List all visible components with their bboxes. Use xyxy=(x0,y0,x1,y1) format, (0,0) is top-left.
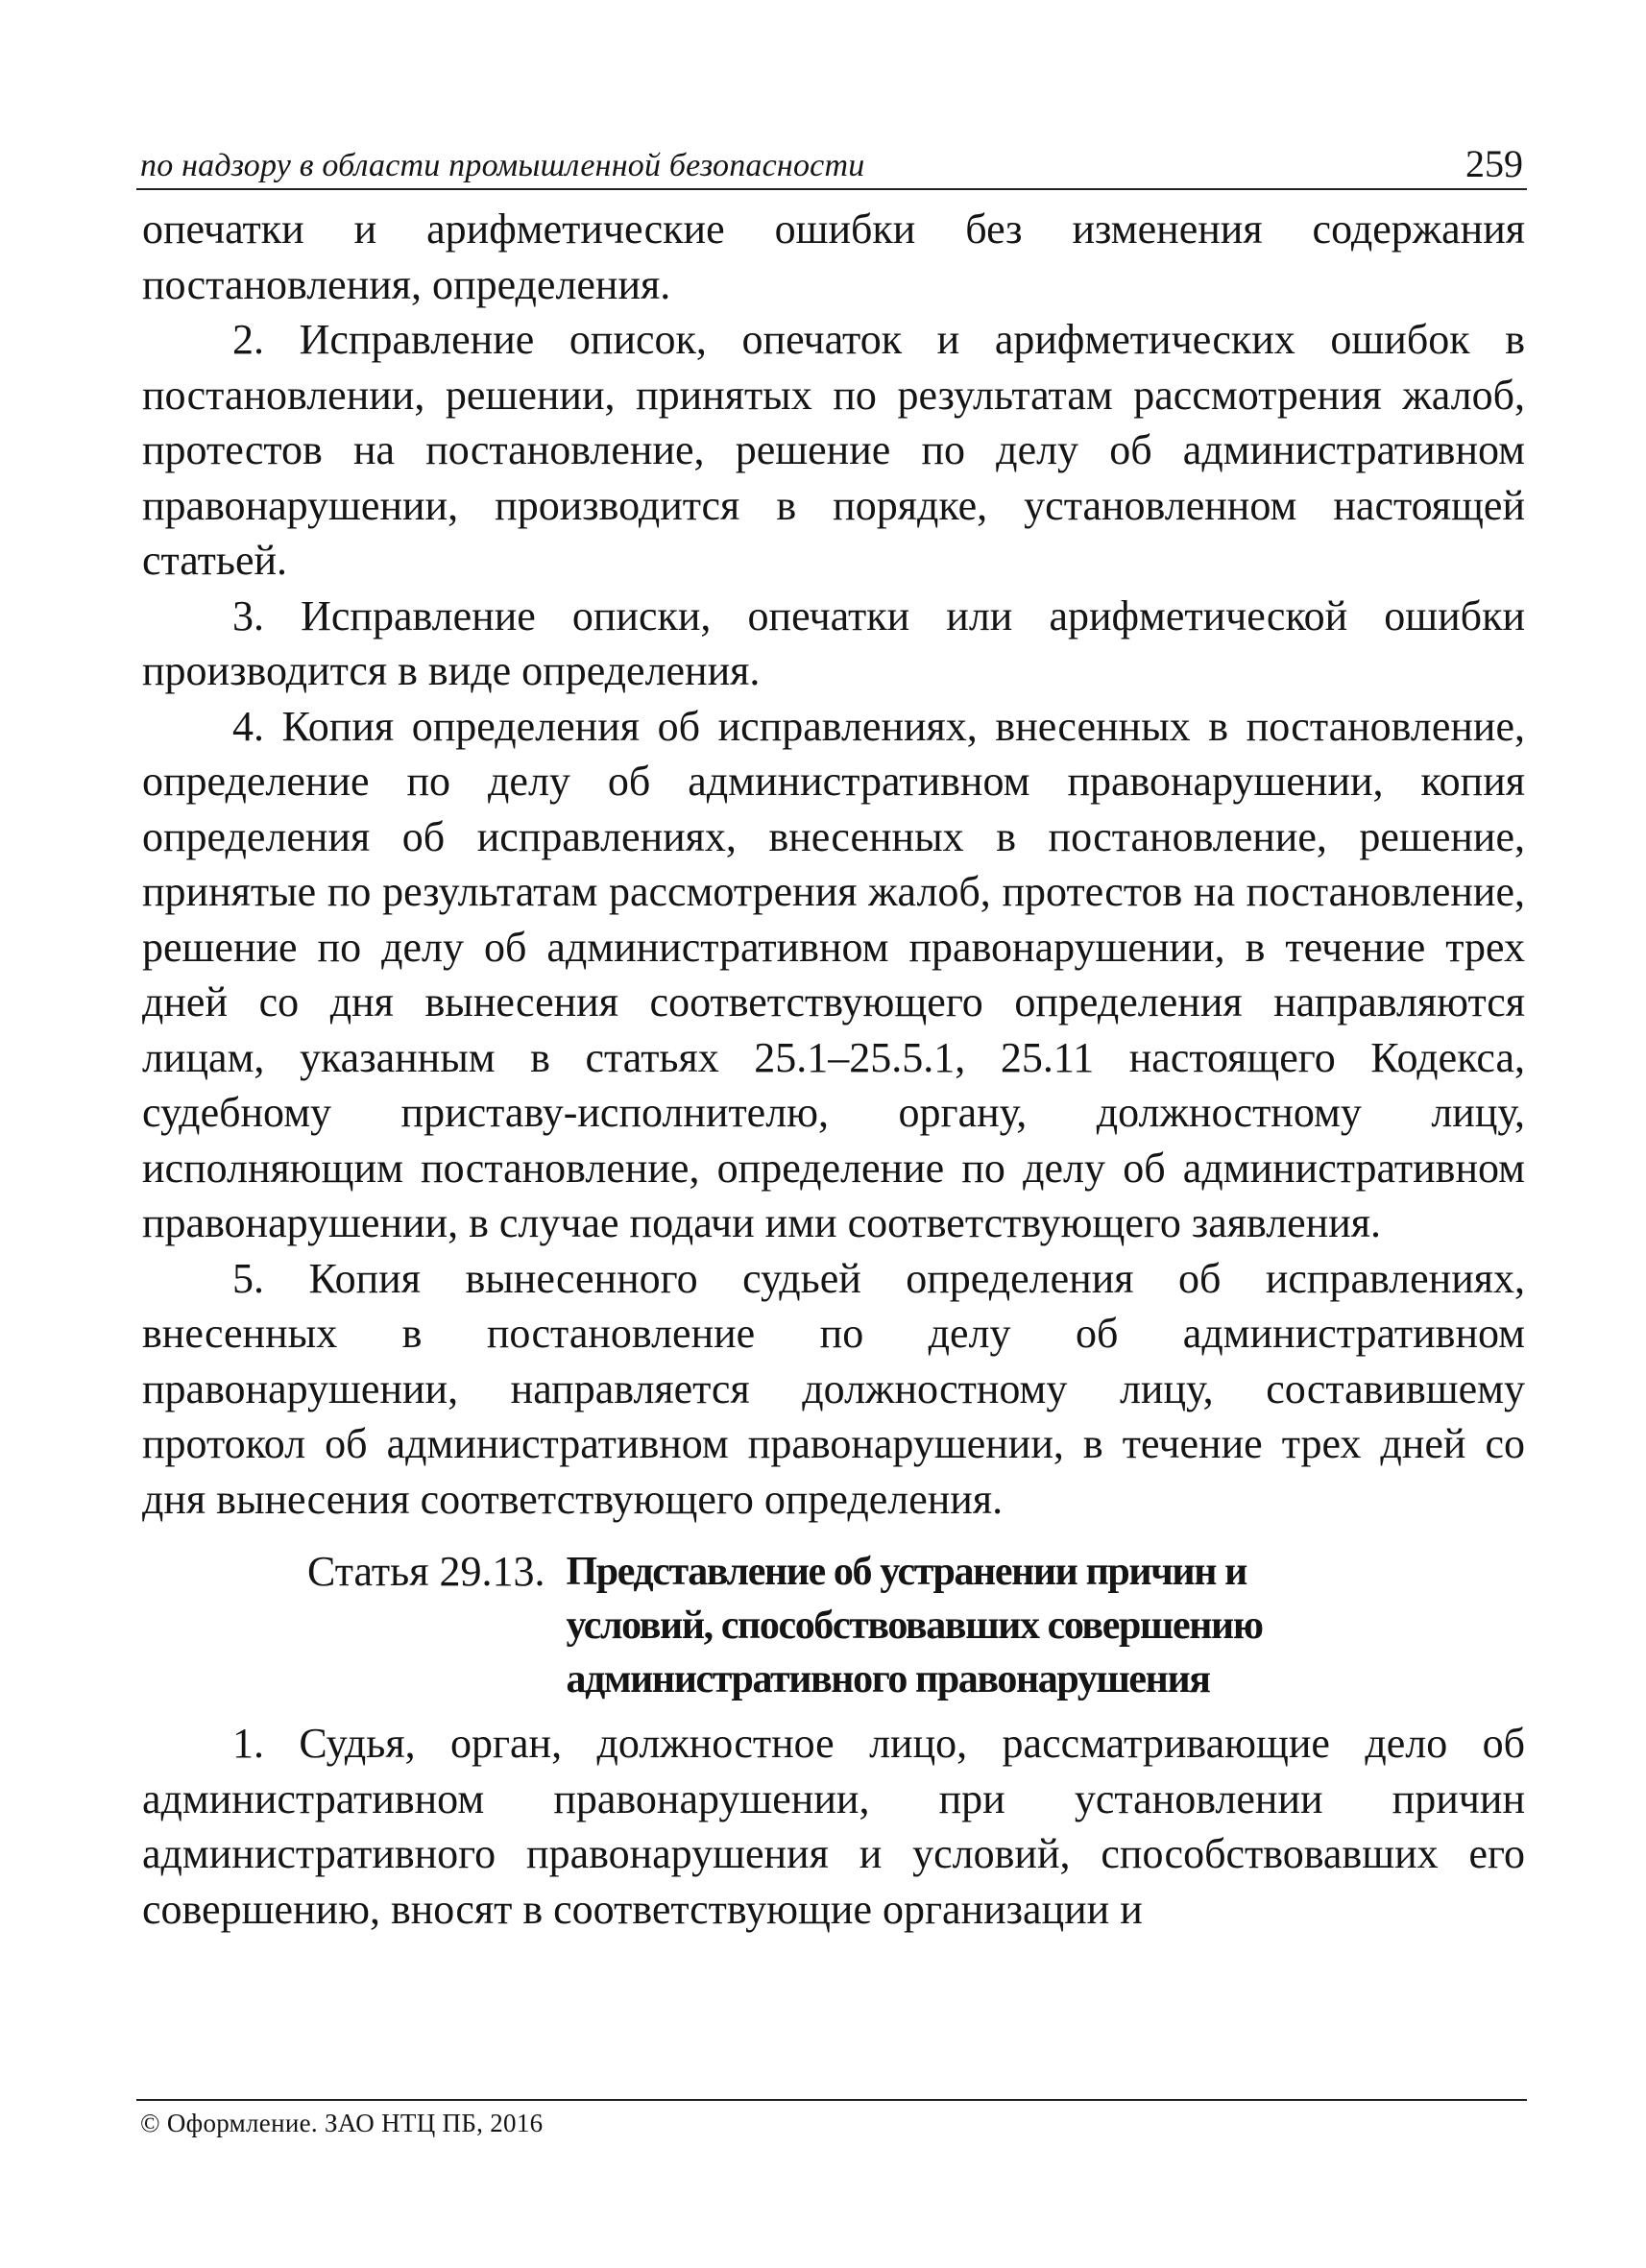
footer-copyright: © Оформление. ЗАО НТЦ ПБ, 2016 xyxy=(140,2109,544,2137)
paragraph-2: 2. Исправление описок, опечаток и арифметических ошибок в постановлении, решении, принятых по результатам рассмотрения жалоб, протестов на постановление, решение по делу об административном правонарушении, производится в порядке, установленном настоящей статьей. xyxy=(142,316,1525,584)
running-head xyxy=(136,144,1527,190)
footer-divider xyxy=(136,2099,1527,2101)
main-text xyxy=(142,202,1525,1937)
paragraph-4: 4. Копия определения об исправлениях, внесенных в постановление, определение по делу об административном правонарушении, копия определения об исправлениях, внесенных в постановление, решение, принятые по результатам рассмотрения жалоб, протестов на постановление, решение по делу об административном правонарушении, в течение трех дней со дня вынесения соответствующего определения направляются лицам, указанным в статьях 25.1–25.5.1, 25.11 настоящего Кодекса, судебному приставу-исполнителю, органу, должностному лицу, исполняющим постановление, определение по делу об административном правонарушении, в случае подачи ими соответствующего заявления. xyxy=(142,702,1525,1246)
article-heading xyxy=(142,1544,1525,1706)
article-paragraph-1: 1. Судья, орган, должностное лицо, рассматривающие дело об административном правонарушении, при установлении причин административного правонарушения и условий, способствовавших его совершению, вносят в соответствующие организации и xyxy=(142,1720,1525,1933)
running-head-title: по надзору в области промышленной безопасности xyxy=(140,148,865,183)
article-number: Статья 29.13. xyxy=(307,1548,545,1595)
paragraph-3: 3. Исправление описки, опечатки или арифметической ошибки производится в виде определения. xyxy=(142,591,1525,694)
paragraph-continuation: опечатки и арифметические ошибки без изменения содержания постановления, определения. xyxy=(142,205,1525,308)
article-title: Представление об устранении причин и условий, способствовавших совершению административного правонарушения xyxy=(566,1550,1263,1701)
paragraph-5: 5. Копия вынесенного судьей определения об исправлениях, внесенных в постановление по делу об административном правонарушении, направляется должностному лицу, составившему протокол об административном правонарушении, в течение трех дней со дня вынесения соответствующего определения. xyxy=(142,1254,1525,1523)
page-number: 259 xyxy=(1465,142,1523,185)
